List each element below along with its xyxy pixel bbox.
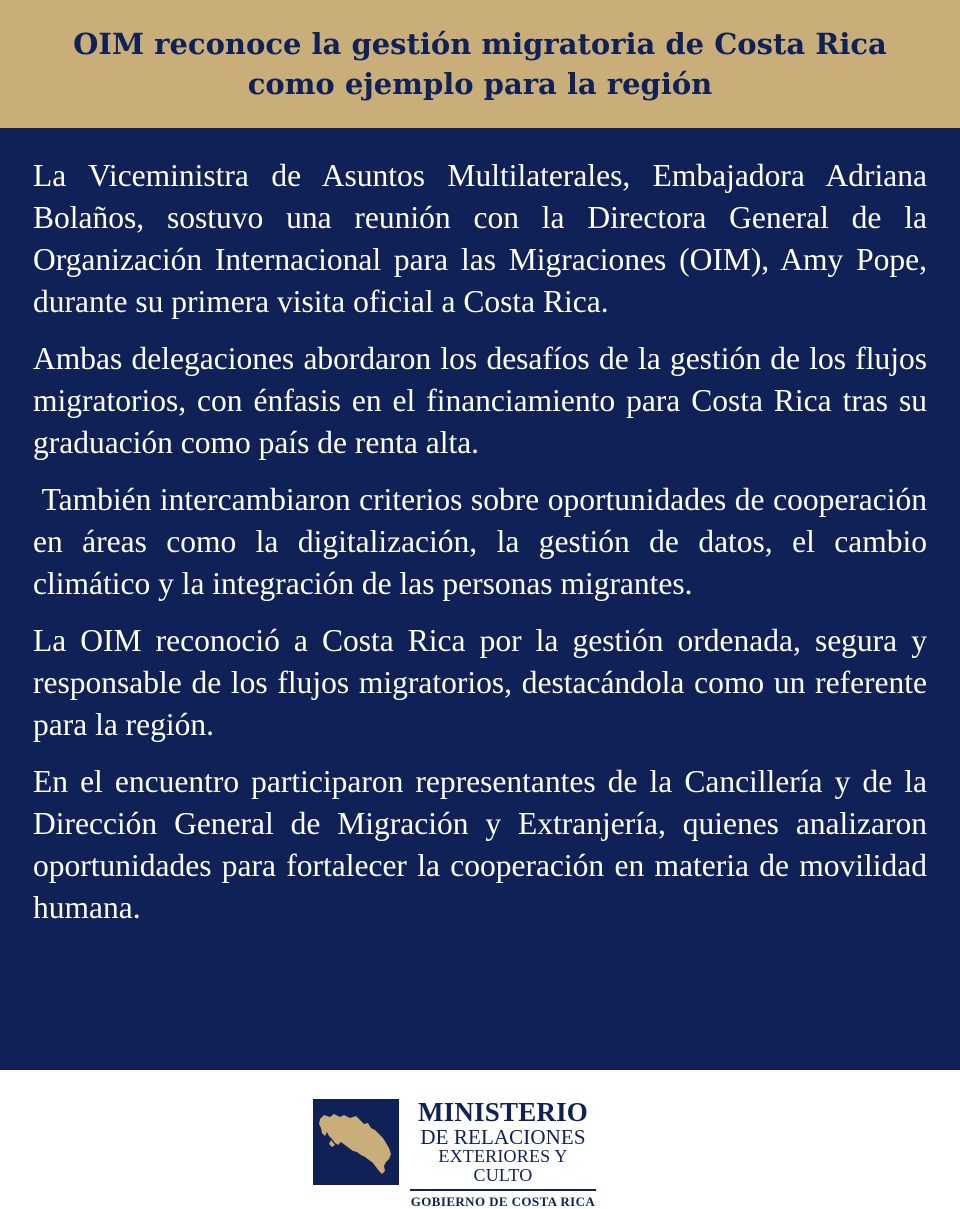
paragraph-5: En el encuentro participaron representantes de la Cancillería y de la Dirección General de Migración y Extranjería, quienes analizaron oportunidades para fortalecer la cooperación en materia de movilidad humana. [33,764,927,925]
article-body [0,128,960,1070]
ministry-wordmark [408,1098,598,1209]
paragraph-4: La OIM reconoció a Costa Rica por la gestión ordenada, segura y responsable de los flujos migratorios, destacándola como un referente para la región. [33,623,927,742]
paragraph-2: Ambas delegaciones abordaron los desafíos de la gestión de los flujos migratorios, con énfasis en el financiamiento para Costa Rica tras su graduación como país de renta alta. [33,341,927,460]
footer [0,1070,960,1209]
paragraph-3: También intercambiaron criterios sobre oportunidades de cooperación en áreas como la digitalización, la gestión de datos, el cambio climático y la integración de las personas migrantes. [33,482,927,601]
wordmark-gobierno: GOBIERNO DE COSTA RICA [410,1194,596,1209]
wordmark-ministerio: MINISTERIO [417,1097,589,1127]
wordmark-relaciones: DE RELACIONES [420,1125,586,1149]
costa-rica-map-icon [313,1099,399,1185]
paragraph-1: La Viceministra de Asuntos Multilaterales, Embajadora Adriana Bolaños, sostuvo una reunión con la Directora General de la Organización Internacional para las Migraciones (OIM), Amy Pope, durante su primera visita oficial a Costa Rica. [33,158,927,319]
ministry-logo [313,1099,399,1185]
wordmark-exteriores: EXTERIORES Y CULTO [438,1146,568,1185]
wordmark-divider [410,1189,596,1191]
page-title: OIM reconoce la gestión migratoria de Costa Rica como ejemplo para la región [73,27,887,101]
title-banner [0,0,960,128]
